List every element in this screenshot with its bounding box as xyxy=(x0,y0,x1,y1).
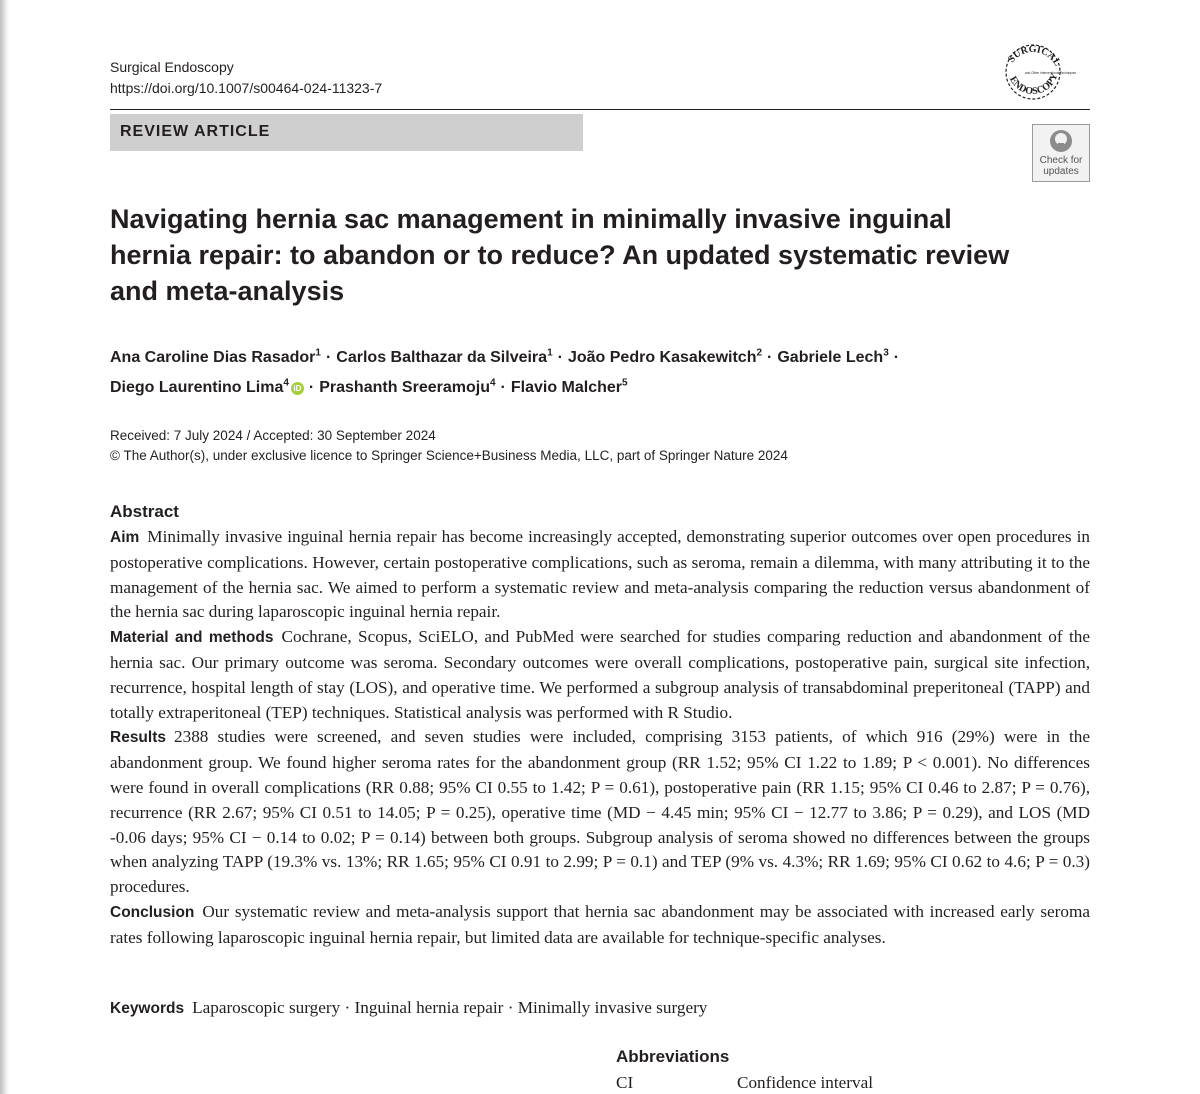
abstract-aim: Aim Minimally invasive inguinal hernia repair has become increasingly accepted, demonstrating superior outcomes over open procedures in postoperative complications. However, certain postoperative complications, such as seroma, remain a dilemma, with many attributing it to the management of the hernia sac. We aimed to perform a systematic review and meta-analysis comparing the reduction versus abandonment of the hernia sac during laparoscopic inguinal hernia repair. xyxy=(110,527,1090,622)
journal-name: Surgical Endoscopy xyxy=(110,59,234,75)
keywords-label: Keywords xyxy=(110,1000,185,1017)
abstract-methods: Material and methods Cochrane, Scopus, SciELO, and PubMed were searched for studies comparing reduction and abandonment of the hernia sac. Our primary outcome was seroma. Secondary outcomes were overall complications, postoperative pain, surgical site infection, recurrence, hospital length of stay (LOS), and operative time. We performed a subgroup analysis of transabdominal preperitoneal (TAPP) and totally extraperitoneal (TEP) techniques. Statistical analysis was performed with R Studio. xyxy=(110,627,1091,722)
author-5[interactable]: Diego Laurentino Lima$^4$ iD xyxy=(110,379,304,396)
abbreviation-definition: Confidence interval xyxy=(737,1073,874,1092)
page-edge-shadow xyxy=(0,0,10,1094)
received-accepted: Received: 7 July 2024 / Accepted: 30 September 2024 xyxy=(110,428,436,443)
abstract-conclusion: Conclusion Our systematic review and meta-analysis support that hernia sac abandonment may be associated with increased early seroma rates following laparoscopic inguinal hernia repair, but limited data are available for technique-specific analyses. xyxy=(110,901,1090,947)
check-line1: Check for xyxy=(1039,155,1083,166)
article-type-label: REVIEW ARTICLE xyxy=(120,123,271,140)
doi-link[interactable]: https://doi.org/10.1007/s00464-024-11323-7 xyxy=(110,80,383,96)
copyright-line: © The Author(s), under exclusive licence to Springer Science+Business Media, LLC, part of Springer Nature 2024 xyxy=(110,448,788,463)
keywords-text: Laparoscopic surgery · Inguinal hernia repair · Minimally invasive surgery xyxy=(192,998,708,1017)
dates-block xyxy=(110,426,788,466)
abstract-results: Results 2388 studies were screened, and seven studies were included, comprising 3153 patients, of which 916 (29%) were in the abandonment group. We found higher seroma rates for the abandonment group (RR 1.52; 95% CI 1.22 to 1.89; P < 0.001). No differences were found in overall complications (RR 0.88; 95% CI 0.55 to 1.42; P = 0.61), postoperative pain (RR 1.15; 95% CI 0.46 to 2.87; P = 0.76), recurrence (RR 2.67; 95% CI 0.51 to 14.05; P = 0.25), operative time (MD − 4.45 min; 95% CI − 12.77 to 3.86; P = 0.29), and LOS (MD -0.06 days; 95% CI − 0.14 to 0.02; P = 0.14) between both groups. Subgroup analysis of seroma showed no differences between the groups when analyzing TAPP (19.3% vs. 13%; RR 1.65; 95% CI 0.91 to 2.99; P = 0.1) and TEP (9% vs. 4.3%; RR 1.69; 95% CI 0.62 to 4.6; P = 0.3) procedures. xyxy=(110,727,1090,897)
author-6[interactable]: Prashanth Sreeramoju$^4$ xyxy=(319,377,496,396)
author-7[interactable]: Flavio Malcher$^5$ xyxy=(510,377,628,396)
check-for-updates-badge[interactable] xyxy=(1032,124,1090,182)
author-3[interactable]: João Pedro Kasakewitch$^2$ xyxy=(567,348,763,367)
article-type-banner xyxy=(110,114,583,151)
check-for-updates-text xyxy=(1033,155,1089,177)
keywords-block xyxy=(110,996,1090,1021)
abstract-body xyxy=(110,525,1090,951)
article-title: Navigating hernia sac management in minimally invasive inguinal hernia repair: to abandon or to reduce? An updated systematic review and meta-analysis xyxy=(110,204,1010,306)
author-2[interactable]: Carlos Balthazar da Silveira$^1$ xyxy=(336,348,553,367)
logo-middle-text: and Other Interventional Techniques xyxy=(1025,71,1077,75)
logo-bottom-text: ENDOSCOPY xyxy=(1007,71,1061,98)
author-1[interactable]: Ana Caroline Dias Rasador$^1$ xyxy=(110,348,321,367)
orcid-icon[interactable]: iD xyxy=(291,382,304,395)
logo-top-text: SURGICAL xyxy=(1006,43,1063,69)
author-list: Ana Caroline Dias Rasador$^1$ · Carlos Balthazar da Silveira$^1$ · João Pedro Kasakewitch$^2$ · Gabriele Lech$^3$ · Diego Laurentino Lima$^4$ iD · Prashanth Sreeramoju$^4$ · Flavio Malcher$^5$ xyxy=(110,348,900,396)
author-4[interactable]: Gabriele Lech$^3$ xyxy=(777,348,889,367)
journal-logo xyxy=(993,40,1089,104)
header-rule xyxy=(110,109,1090,110)
crossmark-icon xyxy=(1048,128,1074,154)
abbreviation-term: CI xyxy=(616,1073,634,1092)
abbreviations-heading: Abbreviations xyxy=(616,1047,730,1066)
check-line2: updates xyxy=(1043,166,1079,177)
journal-header xyxy=(110,57,382,99)
abstract-heading: Abstract xyxy=(110,502,179,521)
